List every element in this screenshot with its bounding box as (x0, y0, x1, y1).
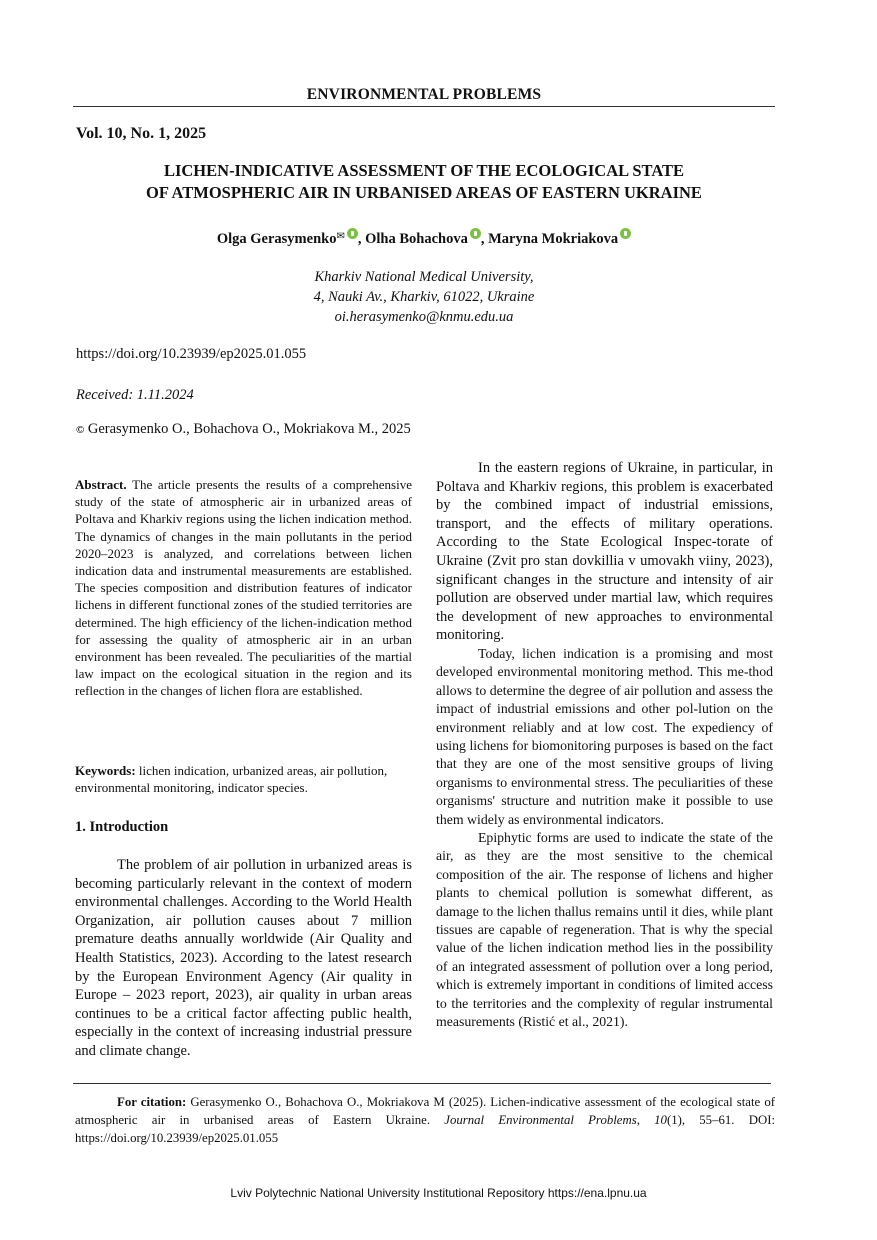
author-separator: , (357, 231, 366, 247)
affiliation (0, 267, 848, 327)
received-date: Received: 1.11.2024 (76, 387, 194, 403)
doi-link[interactable]: https://doi.org/10.23939/ep2025.01.055 (76, 346, 307, 362)
orcid-icon[interactable] (470, 228, 481, 239)
header-rule (73, 106, 775, 107)
abstract-label: Abstract. (75, 477, 127, 492)
copyright-symbol: © (76, 424, 85, 436)
author-3: Maryna Mokriakova (488, 231, 619, 247)
journal-name: ENVIRONMENTAL PROBLEMS (306, 86, 542, 103)
author-email[interactable]: oi.herasymenko@knmu.edu.ua (334, 309, 514, 325)
keywords-text: lichen indication, urbanized areas, air pollution, environmental monitoring, indicator species. (75, 763, 388, 796)
authors (0, 228, 848, 248)
citation-label: For citation: (117, 1095, 187, 1109)
right-column (436, 459, 773, 1031)
article-title (0, 160, 848, 204)
affiliation-line-1: Kharkiv National Medical University, (314, 269, 534, 285)
abstract (75, 476, 412, 700)
intro-paragraph-3: Today, lichen indication is a promising and most developed environmental monitoring method. This me-thod allows to determine the degree of air pollution and assess the impact of industrial emissions and other pol-lution on the environment reliably and at low cost. The expediency of using lichens for biomonitoring purposes is based on the fact that they are one of the most sensitive groups of living organisms to environmental stress. The peculiarities of these organisms' structure and nutrition make it possible to use them widely as environmental indicators. (436, 645, 773, 827)
intro-paragraph-2: In the eastern regions of Ukraine, in particular, in Poltava and Kharkiv regions, this problem is exacerbated by the combined impact of industrial emissions, transport, and the effects of military operations. According to the State Ecological Inspec-torate of Ukraine (Zvit pro stan dovkillia v umovakh viiny, 2023), significant changes in the structure and intensity of air pollution are observed under martial law, which requires the development of new approaches to environmental monitoring. (436, 460, 773, 644)
citation (75, 1093, 775, 1147)
keywords-label: Keywords: (75, 763, 136, 778)
title-line-1: LICHEN-INDICATIVE ASSESSMENT OF THE ECOLOGICAL STATE (163, 161, 685, 180)
intro-paragraph-1 (75, 856, 412, 1061)
footer-rule (73, 1083, 771, 1084)
repository-footer: Lviv Polytechnic National University Institutional Repository https://ena.lpnu.ua (230, 1186, 647, 1200)
orcid-icon[interactable] (347, 228, 358, 239)
copyright-text: Gerasymenko O., Bohachova O., Mokriakova M., 2025 (87, 421, 411, 437)
affiliation-line-2: 4, Nauki Av., Kharkiv, 61022, Ukraine (313, 289, 535, 305)
citation-doi[interactable]: DOI: https://doi.org/10.23939/ep2025.01.055 (75, 1113, 776, 1145)
paragraph-text: The problem of air pollution in urbanized areas is becoming particularly relevant in the context of modern environmental challenges. According to the World Health Organization, air pollution causes about 7 million premature deaths annually worldwide (Air Quality and Health Statistics, 2023). According to the latest research by the European Environment Agency (Air quality in Europe – 2023 report, 2023), air quality in urban areas continues to be a critical factor affecting public health, especially in the context of increasing industrial pressure and climate change. (75, 857, 412, 1059)
citation-text: Gerasymenko O., Bohachova O., Mokriakova M (2025). Lichen-indicative assessment of the ecological state of atmospheric air in urbanised areas of Eastern Ukraine. (75, 1095, 775, 1127)
volume-info: Vol. 10, No. 1, 2025 (76, 125, 207, 142)
orcid-icon[interactable] (620, 228, 631, 239)
citation-volume: 10 (654, 1113, 667, 1127)
copyright (76, 421, 411, 438)
keywords (75, 762, 412, 796)
citation-sep: , (636, 1113, 640, 1127)
author-2: Olha Bohachova (365, 231, 468, 247)
section-heading: 1. Introduction (75, 819, 169, 835)
author-1: Olga Gerasymenko (216, 231, 337, 247)
citation-issue: (1), 55–61. (666, 1113, 735, 1127)
citation-journal: Journal Environmental Problems (444, 1113, 637, 1127)
envelope-icon[interactable]: ✉ (336, 231, 345, 242)
intro-paragraph-4: Epiphytic forms are used to indicate the state of the air, as they are the most sensitive to the chemical composition of the air. The response of lichens and higher plants to chemical pollution is somewhat different, as damage to the lichen thallus remains until it dies, while plant tissues are capable of regeneration. That is why the special value of the lichen indication method lies in the possibility of an integrated assessment of pollution over a long period, which is extremely important in conditions of limited access to the territories and the complexity of regular instrumental measurements (Ristić et al., 2021). (436, 830, 773, 1030)
abstract-text: The article presents the results of a comprehensive study of the state of atmospheric air in urbanized areas of Poltava and Kharkiv regions using the lichen indication method. The dynamics of changes in the main pollutants in the period 2020–2023 is analyzed, and correlations between lichen indication data and instrumental measurements are established. The species composition and distribution features of indicator lichens in different functional zones of the studied territories are determined. The high efficiency of the lichen-indication method for assessing the quality of atmospheric air in an urban environment has been revealed. The peculiarities of the martial law impact on the ecological situation in the region and its reflection in the changes of lichen flora are established. (75, 477, 412, 699)
author-separator: , (480, 231, 489, 247)
title-line-2: OF ATMOSPHERIC AIR IN URBANISED AREAS OF EASTERN UKRAINE (146, 183, 702, 202)
